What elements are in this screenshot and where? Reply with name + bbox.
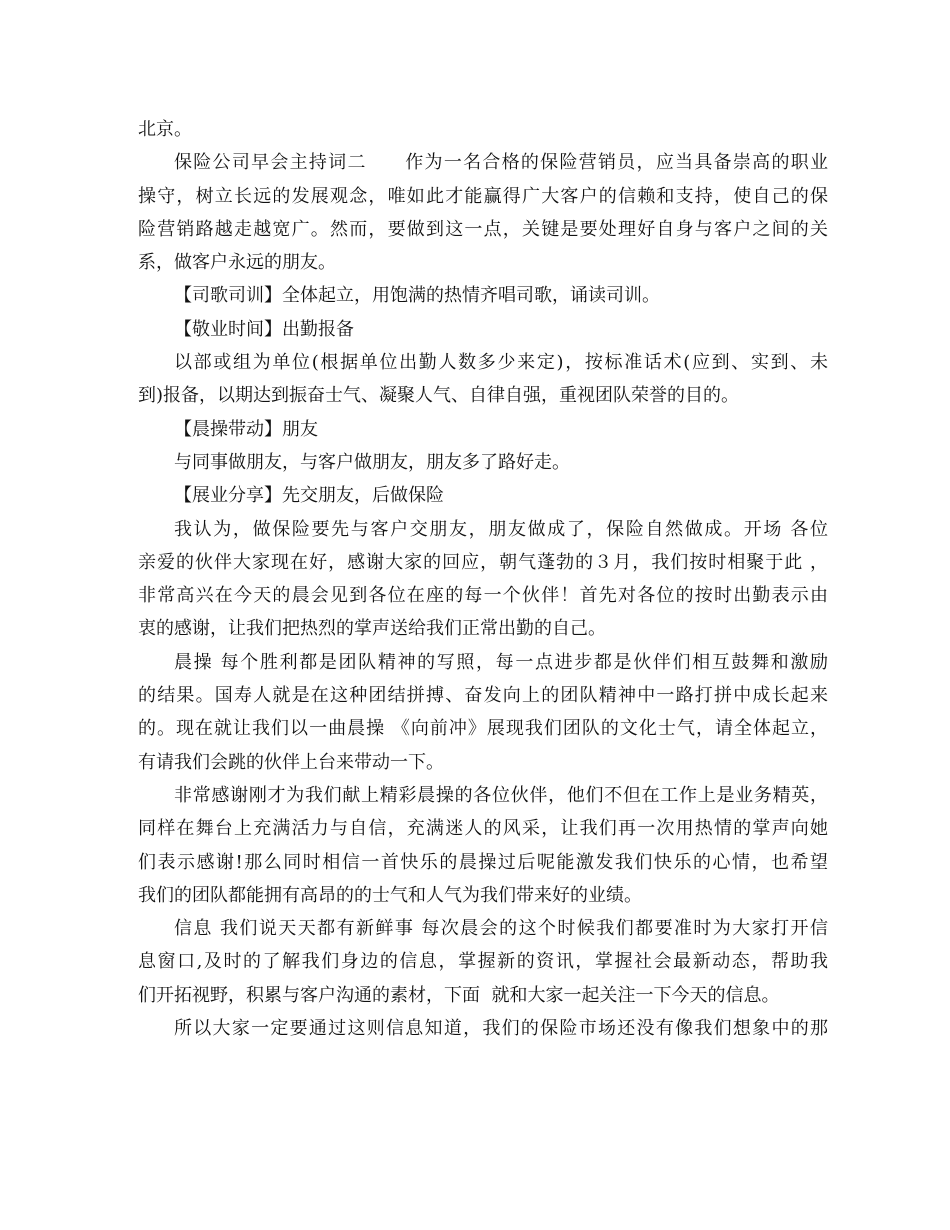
text-line: 我们的团队都能拥有高昂的的士气和人气为我们带来好的业绩。 [138, 884, 642, 906]
section-line: 【晨操带动】朋友 [174, 418, 318, 440]
text-line: 非常高兴在今天的晨会见到各位在座的每一个伙伴！首先对各位的按时出勤表示由 [138, 585, 828, 607]
text-line: 我认为，做保险要先与客户交朋友，朋友做成了，保险自然做成。开场 各位 [174, 518, 828, 540]
text-line: 的。现在就让我们以一曲晨操 《向前冲》展现我们团队的文化士气，请全体起立， [138, 718, 828, 740]
text-line: 以部或组为单位(根据单位出勤人数多少来定)，按标准话术(应到、实到、未 [174, 352, 828, 374]
section-line: 【敬业时间】出勤报备 [174, 318, 354, 340]
section-line: 【司歌司训】全体起立，用饱满的热情齐唱司歌，诵读司训。 [174, 285, 660, 307]
text-line: 险营销路越走越宽广。然而，要做到这一点，关键是要处理好自身与客户之间的关 [138, 218, 828, 240]
text-line: 所以大家一定要通过这则信息知道，我们的保险市场还没有像我们想象中的那 [174, 1018, 828, 1040]
text-line: 操守，树立长远的发展观念，唯如此才能赢得广大客户的信赖和支持，使自己的保 [138, 185, 828, 207]
text-line: 们表示感谢!那么同时相信一首快乐的晨操过后呢能激发我们快乐的心情，也希望 [138, 851, 828, 873]
text-line: 的结果。国寿人就是在这种团结拼搏、奋发向上的团队精神中一路打拼中成长起来 [138, 685, 828, 707]
document-body [138, 113, 828, 1045]
paragraph-heading-line: 保险公司早会主持词二 作为一名合格的保险营销员，应当具备崇高的职业 [174, 152, 828, 174]
text-line: 晨操 每个胜利都是团队精神的写照，每一点进步都是伙伴们相互鼓舞和激励 [174, 651, 828, 673]
text-line: 们开拓视野，积累与客户沟通的素材，下面 就和大家一起关注一下今天的信息。 [138, 984, 780, 1006]
text-line: 与同事做朋友，与客户做朋友，朋友多了路好走。 [174, 451, 570, 473]
text-line: 息窗口,及时的了解我们身边的信息，掌握新的资讯，掌握社会最新动态，帮助我 [138, 951, 828, 973]
text-line: 系，做客户永远的朋友。 [138, 252, 336, 274]
text-line: 衷的感谢，让我们把热烈的掌声送给我们正常出勤的自己。 [138, 618, 606, 640]
text-line: 非常感谢刚才为我们献上精彩晨操的各位伙伴，他们不但在工作上是业务精英， [174, 784, 828, 806]
text-line: 亲爱的伙伴大家现在好，感谢大家的回应，朝气蓬勃的３月，我们按时相聚于此 ， [138, 551, 828, 573]
text-line: 北京。 [138, 119, 192, 140]
text-line: 信息 我们说天天都有新鲜事 每次晨会的这个时候我们都要准时为大家打开信 [174, 918, 828, 940]
text-line: 到)报备，以期达到振奋士气、凝聚人气、自律自强，重视团队荣誉的目的。 [138, 385, 740, 407]
text-line: 同样在舞台上充满活力与自信，充满迷人的风采，让我们再一次用热情的掌声向她 [138, 818, 828, 840]
text-line: 有请我们会跳的伙伴上台来带动一下。 [138, 751, 444, 773]
section-line: 【展业分享】先交朋友，后做保险 [174, 485, 444, 507]
